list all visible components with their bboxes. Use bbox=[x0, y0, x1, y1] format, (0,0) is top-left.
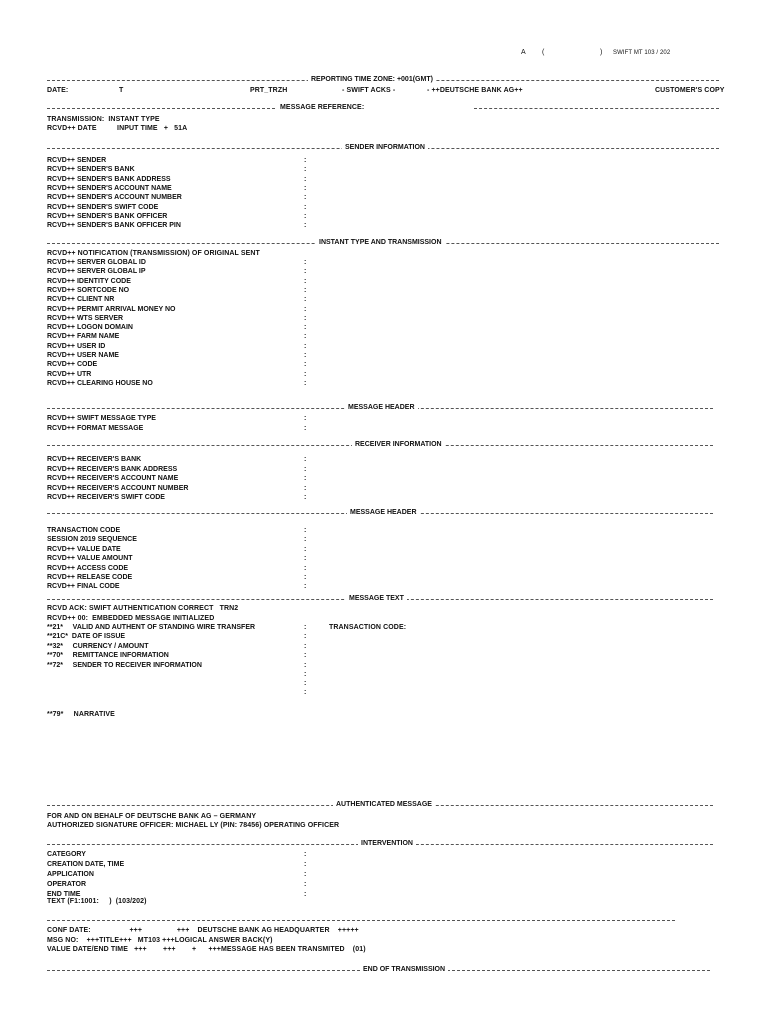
sender-row bbox=[47, 193, 347, 202]
instant-row-label: RCVD++ CODE bbox=[47, 361, 98, 369]
message-text-row bbox=[47, 661, 347, 670]
instant-row-label: RCVD++ LOGON DOMAIN bbox=[47, 324, 133, 332]
divider bbox=[474, 108, 719, 109]
sender-row bbox=[47, 175, 347, 184]
transaction-row-label: RCVD++ VALUE DATE bbox=[47, 545, 121, 553]
instant-row-label: RCVD++ FARM NAME bbox=[47, 333, 120, 341]
transaction-row bbox=[47, 582, 347, 591]
sender-row bbox=[47, 156, 347, 165]
receiver-row-label: RCVD++ RECEIVER'S ACCOUNT NUMBER bbox=[47, 484, 189, 492]
transaction-code-label: TRANSACTION CODE: bbox=[329, 624, 407, 631]
instant-notification: RCVD++ NOTIFICATION (TRANSMISSION) OF ORIGINAL SENT bbox=[47, 250, 260, 257]
transaction-row-label: RCVD++ VALUE AMOUNT bbox=[47, 555, 133, 563]
colon: : bbox=[304, 194, 307, 202]
instant-row-label: RCVD++ CLEARING HOUSE NO bbox=[47, 379, 153, 387]
colon: : bbox=[304, 555, 307, 563]
colon: : bbox=[304, 296, 307, 304]
colon: : bbox=[304, 583, 307, 591]
colon: : bbox=[304, 633, 307, 641]
embedded-message: RCVD++ 00: EMBEDDED MESSAGE INITIALIZED bbox=[47, 615, 215, 622]
reporting-timezone: REPORTING TIME ZONE: +001(GMT) bbox=[308, 75, 436, 84]
colon: : bbox=[304, 222, 307, 230]
colon: : bbox=[304, 424, 307, 432]
on-behalf-line: FOR AND ON BEHALF OF DEUTSCHE BANK AG – GERMANY bbox=[47, 813, 257, 820]
colon: : bbox=[304, 324, 307, 332]
receiver-row-label: RCVD++ RECEIVER'S BANK bbox=[47, 456, 142, 463]
colon: : bbox=[304, 494, 307, 502]
message-text-row bbox=[47, 623, 347, 632]
sender-row-label: RCVD++ SENDER'S BANK OFFICER PIN bbox=[47, 222, 181, 230]
message-text-row-label: **70* REMITTANCE INFORMATION bbox=[47, 652, 169, 660]
intervention-row-label: APPLICATION bbox=[47, 871, 94, 878]
colon: : bbox=[304, 314, 307, 322]
sender-row bbox=[47, 212, 347, 221]
colon: : bbox=[304, 175, 307, 183]
colon: : bbox=[304, 652, 307, 660]
transaction-row bbox=[47, 564, 347, 573]
instant-row bbox=[47, 379, 347, 388]
colon: : bbox=[304, 871, 307, 878]
top-paren-close: ) bbox=[600, 49, 603, 56]
instant-row-label: RCVD++ SORTCODE NO bbox=[47, 286, 130, 294]
transaction-row-label: RCVD++ ACCESS CODE bbox=[47, 564, 129, 572]
message-text-row-label: **21* VALID AND AUTHENT OF STANDING WIRE TRANSFER bbox=[47, 624, 256, 631]
colon: : bbox=[304, 268, 307, 276]
intervention-text: TEXT (F1:1001: ) (103/202) bbox=[47, 898, 147, 905]
message-header-row-label: RCVD++ SWIFT MESSAGE TYPE bbox=[47, 415, 156, 422]
section-end-of-transmission: END OF TRANSMISSION bbox=[360, 965, 448, 974]
intervention-row bbox=[47, 880, 347, 889]
receiver-row bbox=[47, 455, 347, 464]
instant-row bbox=[47, 305, 347, 314]
date-label: DATE: bbox=[47, 87, 69, 94]
date-t: T bbox=[119, 87, 124, 94]
colon: : bbox=[304, 671, 307, 678]
message-reference: MESSAGE REFERENCE: bbox=[280, 104, 365, 111]
swift-acks: - SWIFT ACKS - bbox=[342, 87, 396, 94]
receiver-row bbox=[47, 493, 347, 502]
instant-row-label: RCVD++ USER ID bbox=[47, 342, 106, 350]
instant-row bbox=[47, 332, 347, 341]
intervention-row bbox=[47, 870, 347, 879]
message-header-row bbox=[47, 424, 347, 433]
narrative: **79* NARRATIVE bbox=[47, 711, 115, 718]
intervention-row-label: OPERATOR bbox=[47, 881, 87, 888]
colon: : bbox=[304, 574, 307, 581]
message-text-row bbox=[47, 651, 347, 660]
sender-row bbox=[47, 203, 347, 212]
receiver-row bbox=[47, 474, 347, 483]
instant-row bbox=[47, 351, 347, 360]
intervention-row bbox=[47, 860, 347, 869]
message-text-row bbox=[47, 642, 347, 651]
transaction-row bbox=[47, 545, 347, 554]
colon: : bbox=[304, 564, 307, 572]
sender-row-label: RCVD++ SENDER'S BANK ADDRESS bbox=[47, 175, 171, 183]
instant-row-label: RCVD++ CLIENT NR bbox=[47, 296, 115, 304]
colon: : bbox=[304, 370, 307, 378]
colon: : bbox=[304, 536, 307, 544]
transaction-row bbox=[47, 535, 347, 544]
colon: : bbox=[304, 212, 307, 220]
conf-date: CONF DATE: +++ +++ DEUTSCHE BANK AG HEADQUARTER +++++ bbox=[47, 927, 359, 934]
transaction-row-label: SESSION 2019 SEQUENCE bbox=[47, 536, 137, 544]
colon: : bbox=[304, 361, 307, 369]
colon: : bbox=[304, 484, 307, 492]
colon: : bbox=[304, 545, 307, 553]
instant-row bbox=[47, 295, 347, 304]
transaction-row bbox=[47, 526, 347, 535]
receiver-row-label: RCVD++ RECEIVER'S ACCOUNT NAME bbox=[47, 475, 179, 483]
sender-row bbox=[47, 184, 347, 193]
colon: : bbox=[304, 157, 307, 164]
value-date-end-time: VALUE DATE/END TIME +++ +++ + +++MESSAGE HAS BEEN TRANSMITED (01) bbox=[47, 946, 366, 953]
colon: : bbox=[304, 352, 307, 359]
intervention-row-label: END TIME bbox=[47, 891, 81, 898]
instant-row-label: RCVD++ WTS SERVER bbox=[47, 314, 124, 322]
colon: : bbox=[304, 415, 307, 422]
section-intervention: INTERVENTION bbox=[358, 839, 416, 848]
intervention-row-label: CREATION DATE, TIME bbox=[47, 861, 125, 868]
message-header-row bbox=[47, 414, 347, 423]
instant-row-label: RCVD++ IDENTITY CODE bbox=[47, 277, 131, 285]
instant-row-label: RCVD++ SERVER GLOBAL IP bbox=[47, 268, 146, 276]
message-text-row-label: **32* CURRENCY / AMOUNT bbox=[47, 642, 149, 650]
sender-row-label: RCVD++ SENDER'S ACCOUNT NAME bbox=[47, 184, 172, 192]
receiver-row-label: RCVD++ RECEIVER'S BANK ADDRESS bbox=[47, 465, 178, 473]
instant-row-label: RCVD++ PERMIT ARRIVAL MONEY NO bbox=[47, 305, 176, 313]
instant-row bbox=[47, 360, 347, 369]
colon: : bbox=[304, 379, 307, 387]
instant-row bbox=[47, 258, 347, 267]
prt-code: PRT_TRZH bbox=[250, 87, 288, 94]
colon: : bbox=[304, 259, 307, 266]
sender-row-label: RCVD++ SENDER'S BANK bbox=[47, 166, 135, 174]
message-header-row-label: RCVD++ FORMAT MESSAGE bbox=[47, 424, 144, 432]
colon: : bbox=[304, 851, 307, 858]
sender-row-label: RCVD++ SENDER'S SWIFT CODE bbox=[47, 203, 159, 211]
colon: : bbox=[304, 680, 307, 687]
instant-row bbox=[47, 323, 347, 332]
transaction-row-label: RCVD++ FINAL CODE bbox=[47, 583, 120, 591]
colon: : bbox=[304, 881, 307, 888]
transaction-row-label: RCVD++ RELEASE CODE bbox=[47, 574, 133, 581]
colon: : bbox=[304, 642, 307, 650]
instant-row bbox=[47, 314, 347, 323]
receiver-row bbox=[47, 484, 347, 493]
colon: : bbox=[304, 184, 307, 192]
instant-row-label: RCVD++ USER NAME bbox=[47, 352, 119, 359]
section-message-header: MESSAGE HEADER bbox=[345, 403, 418, 412]
colon: : bbox=[304, 689, 307, 696]
colon: : bbox=[304, 475, 307, 483]
section-receiver-information: RECEIVER INFORMATION bbox=[352, 440, 445, 449]
transmission-type: TRANSMISSION: INSTANT TYPE bbox=[47, 116, 160, 123]
colon: : bbox=[304, 891, 307, 898]
instant-row bbox=[47, 277, 347, 286]
swift-ref: SWIFT MT 103 / 202 bbox=[613, 50, 671, 56]
message-text-row-label: **21C* DATE OF ISSUE bbox=[47, 633, 126, 641]
message-text-row bbox=[47, 632, 347, 641]
top-paren-open: ( bbox=[542, 49, 545, 56]
rcvd-date: RCVD++ DATE INPUT TIME + 51A bbox=[47, 125, 188, 132]
colon: : bbox=[304, 342, 307, 350]
msg-no: MSG NO: +++TITLE+++ MT103 +++LOGICAL ANSWER BACK(Y) bbox=[47, 937, 273, 944]
sender-row bbox=[47, 221, 347, 230]
colon: : bbox=[304, 277, 307, 285]
instant-row bbox=[47, 342, 347, 351]
customer-copy: CUSTOMER'S COPY bbox=[655, 87, 725, 94]
intervention-row-label: CATEGORY bbox=[47, 851, 86, 858]
intervention-row bbox=[47, 850, 347, 859]
colon: : bbox=[304, 333, 307, 341]
section-message-text: MESSAGE TEXT bbox=[346, 594, 407, 603]
sender-row bbox=[47, 165, 347, 174]
message-text-row-label: **72* SENDER TO RECEIVER INFORMATION bbox=[47, 661, 202, 669]
instant-row bbox=[47, 267, 347, 276]
top-a-label: A bbox=[521, 49, 526, 56]
instant-row bbox=[47, 286, 347, 295]
colon: : bbox=[304, 456, 307, 463]
colon: : bbox=[304, 465, 307, 473]
instant-row bbox=[47, 370, 347, 379]
colon: : bbox=[304, 624, 307, 631]
authorized-signature: AUTHORIZED SIGNATURE OFFICER: MICHAEL LY (PIN: 78456) OPERATING OFFICER bbox=[47, 822, 340, 829]
section-message-header-2: MESSAGE HEADER bbox=[347, 508, 420, 517]
transaction-row bbox=[47, 554, 347, 563]
instant-row-label: RCVD++ UTR bbox=[47, 370, 92, 378]
colon: : bbox=[304, 661, 307, 669]
sender-row-label: RCVD++ SENDER'S ACCOUNT NUMBER bbox=[47, 194, 182, 202]
section-sender-information: SENDER INFORMATION bbox=[342, 143, 428, 152]
divider bbox=[47, 108, 275, 109]
section-instant-type: INSTANT TYPE AND TRANSMISSION bbox=[316, 238, 445, 247]
sender-row-label: RCVD++ SENDER bbox=[47, 157, 107, 164]
bank-name: - ++DEUTSCHE BANK AG++ bbox=[427, 87, 523, 94]
sender-row-label: RCVD++ SENDER'S BANK OFFICER bbox=[47, 212, 168, 220]
section-authenticated-message: AUTHENTICATED MESSAGE bbox=[333, 800, 435, 809]
instant-row-label: RCVD++ SERVER GLOBAL ID bbox=[47, 259, 146, 266]
colon: : bbox=[304, 305, 307, 313]
colon: : bbox=[304, 861, 307, 868]
colon: : bbox=[304, 203, 307, 211]
receiver-row bbox=[47, 465, 347, 474]
colon: : bbox=[304, 527, 307, 534]
colon: : bbox=[304, 286, 307, 294]
colon: : bbox=[304, 166, 307, 174]
transaction-row-label: TRANSACTION CODE bbox=[47, 527, 121, 534]
rcvd-ack: RCVD ACK: SWIFT AUTHENTICATION CORRECT TRN2 bbox=[47, 605, 239, 612]
divider bbox=[47, 920, 675, 921]
transaction-row bbox=[47, 573, 347, 582]
receiver-row-label: RCVD++ RECEIVER'S SWIFT CODE bbox=[47, 494, 165, 502]
